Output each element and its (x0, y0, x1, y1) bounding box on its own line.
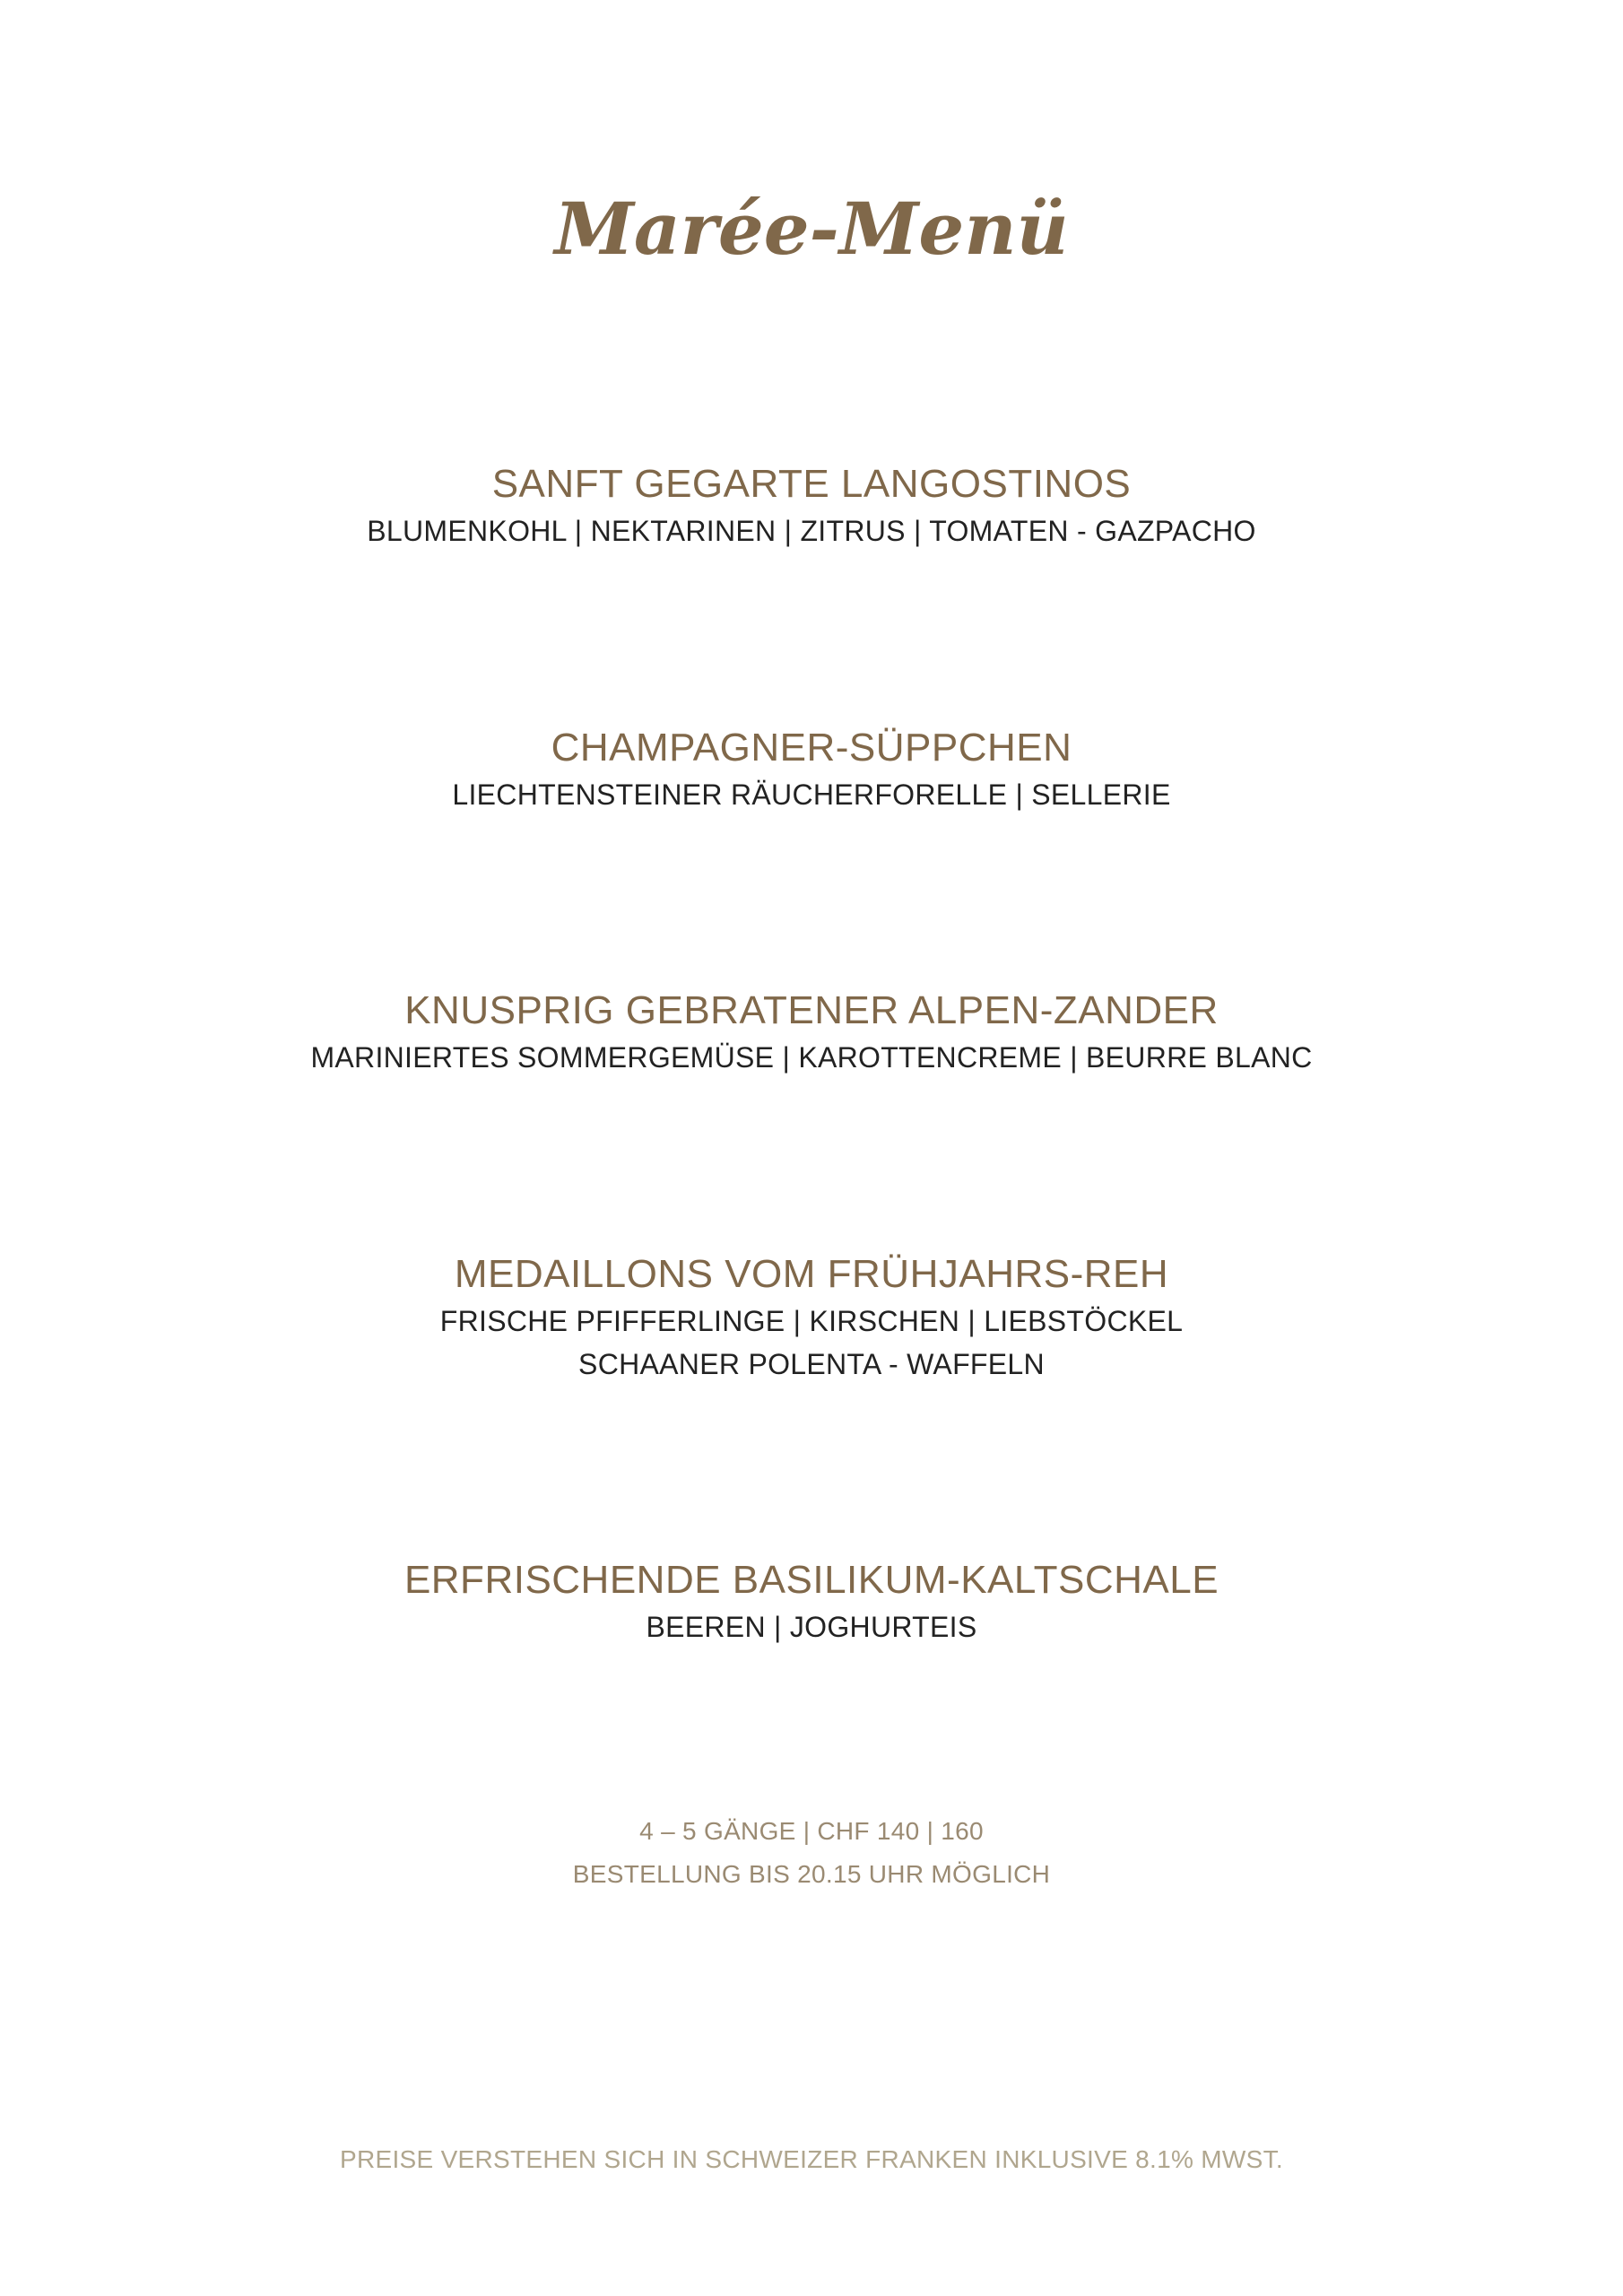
menu-info (0, 1810, 1623, 1896)
course-description: FRISCHE PFIFFERLINGE | KIRSCHEN | LIEBSTÖCKEL (439, 1305, 1184, 1337)
course-name: SANFT GEGARTE LANGOSTINOS (491, 462, 1132, 506)
course-1 (0, 459, 1623, 552)
course-name: MEDAILLONS VOM FRÜHJAHRS-REH (454, 1252, 1169, 1296)
course-name: ERFRISCHENDE BASILIKUM-KALTSCHALE (404, 1558, 1219, 1602)
courses-price-line: 4 – 5 GÄNGE | CHF 140 | 160 (639, 1817, 984, 1845)
menu-title: Marée-Menü (554, 187, 1069, 271)
course-2 (0, 723, 1623, 816)
course-description: LIECHTENSTEINER RÄUCHERFORELLE | SELLERIE (452, 778, 1171, 811)
course-description-line-2: SCHAANER POLENTA - WAFFELN (578, 1348, 1045, 1380)
course-description: BLUMENKOHL | NEKTARINEN | ZITRUS | TOMATEN - GAZPACHO (367, 515, 1256, 547)
order-deadline-line: BESTELLUNG BIS 20.15 UHR MÖGLICH (572, 1860, 1051, 1888)
course-3 (0, 986, 1623, 1079)
course-description: BEEREN | JOGHURTEIS (646, 1611, 977, 1643)
course-name: CHAMPAGNER-SÜPPCHEN (551, 726, 1072, 770)
course-description: MARINIERTES SOMMERGEMÜSE | KAROTTENCREME | BEURRE BLANC (310, 1041, 1313, 1074)
course-name: KNUSPRIG GEBRATENER ALPEN-ZANDER (404, 988, 1219, 1032)
price-footnote: PREISE VERSTEHEN SICH IN SCHWEIZER FRANKEN INKLUSIVE 8.1% MWST. (340, 2145, 1283, 2173)
course-5 (0, 1555, 1623, 1648)
course-4 (0, 1249, 1623, 1386)
